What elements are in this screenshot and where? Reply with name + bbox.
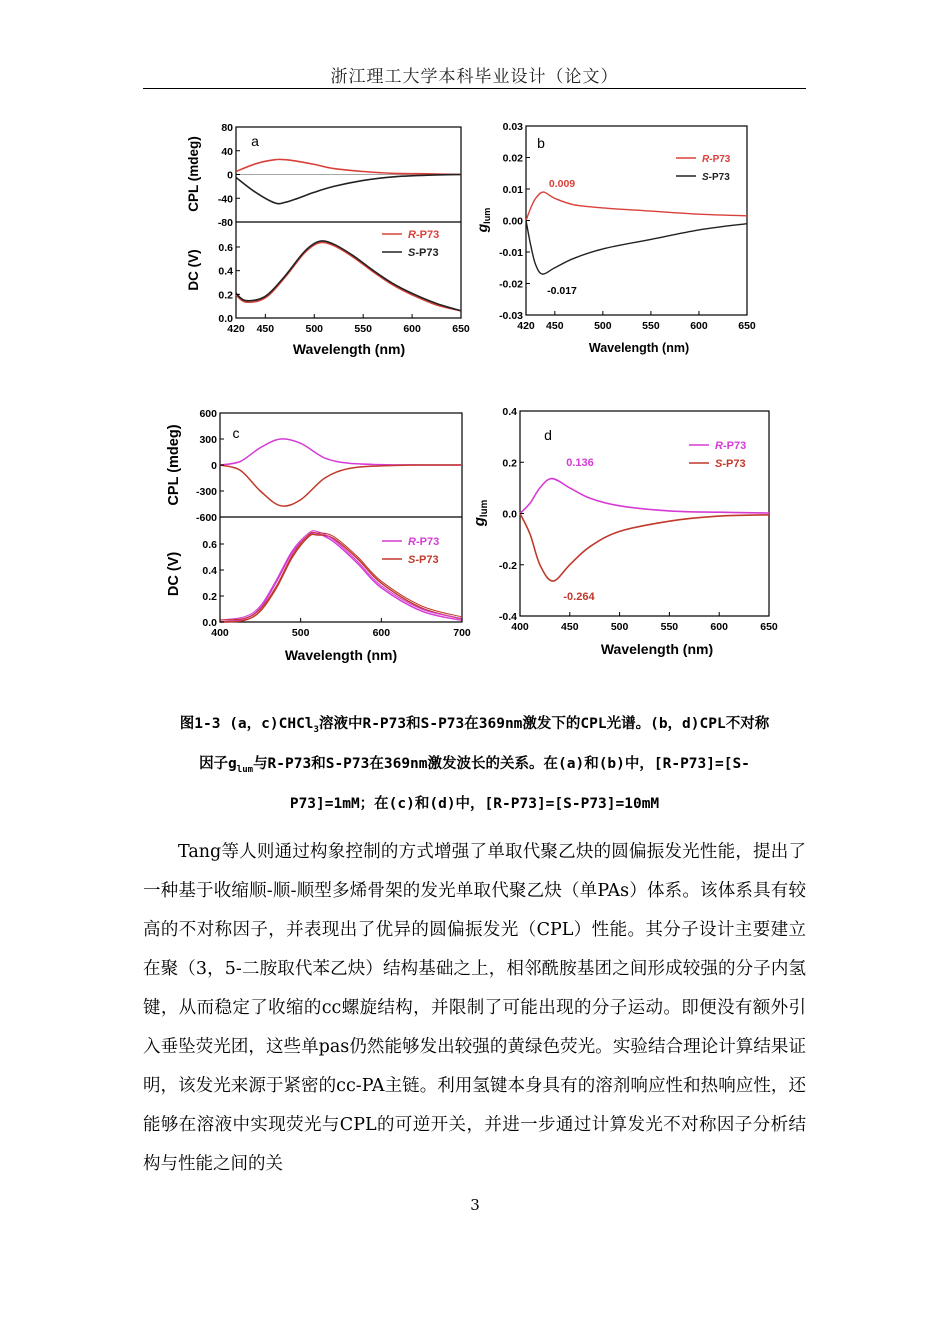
panel-c-x-tick-label: 500: [291, 627, 310, 639]
panel-b-y-tick-label: -0.01: [499, 247, 523, 259]
panel-a-dc-y-tick-label: 0.4: [218, 265, 233, 278]
panel-d-label: d: [544, 427, 552, 443]
panel-a-dc-y-tick-label: 0.6: [218, 242, 233, 254]
panel-a-dc-y-tick-label: 0.2: [218, 289, 233, 302]
panel-a-cpl-y-tick-label: 40: [221, 145, 233, 158]
panel-a-cpl-series-s-line: [236, 175, 461, 204]
panel-c-label: c: [232, 425, 240, 441]
panel-b-y-axis-label: $g_{lum}$: [474, 207, 492, 233]
panel-d-x-axis-label: Wavelength (nm): [600, 641, 714, 657]
panel-d-x-tick-label: 650: [760, 621, 778, 633]
panel-b-x-tick-label: 500: [594, 320, 612, 332]
panel-b-x-tick-label: 600: [690, 320, 708, 332]
panel-d-y-axis-label: $g_{lum}$: [471, 499, 490, 527]
panel-d-y-tick-label: -0.4: [498, 611, 517, 623]
panel-b-y-tick-label: -0.03: [499, 310, 523, 322]
panel-a-x-tick-label: 600: [403, 323, 421, 335]
page-header: 浙江理工大学本科毕业设计（论文）: [330, 67, 619, 87]
panel-a-x-tick-label: 450: [256, 323, 275, 335]
panel-a-cpl-y-tick-label: 0: [227, 169, 233, 182]
panel-a-cpl-y-tick-label: -40: [217, 193, 233, 206]
panel-b-x-tick-label: 650: [738, 320, 756, 332]
panel-c-cpl-y-tick-label: -300: [195, 486, 217, 498]
panel-a-cpl-axis-label: CPL (mdeg): [186, 136, 201, 212]
panel-a-legend-entry: S-P73: [408, 247, 439, 259]
panel-c-cpl-y-tick-label: 600: [199, 408, 217, 420]
panel-d-series-s-line: [520, 514, 769, 582]
panel-b-x-tick-label: 550: [642, 320, 660, 332]
panel-a-dc-axis-label: DC (V): [186, 249, 201, 291]
panel-b-y-tick-label: 0.03: [502, 121, 523, 133]
panel-a-legend-entry: R-P73: [408, 229, 440, 241]
panel-c-legend-entry: R-P73: [408, 536, 440, 548]
panel-c-dc-y-tick-label: 0.6: [202, 539, 217, 551]
panel-d-x-tick-label: 400: [511, 621, 529, 633]
panel-c-x-tick-label: 600: [372, 627, 391, 639]
panel-a-label: a: [251, 133, 259, 149]
panel-c-cpl-y-tick-label: 0: [211, 460, 217, 472]
panel-d-x-tick-label: 450: [561, 621, 579, 633]
panel-d-legend-entry: S-P73: [715, 458, 746, 470]
page-number: 3: [470, 1196, 480, 1214]
panel-d-y-tick-label: 0.0: [502, 508, 517, 521]
panel-d-legend-entry: R-P73: [715, 440, 747, 452]
panel-b-x-axis-label: Wavelength (nm): [588, 341, 690, 355]
figure-caption-line-2: 因子$g_{lum}$与R-P73和S-P73在369nm激发波长的关系。在(a)和(b)中，[R-P73]=[S-: [199, 756, 750, 775]
panel-b-y-tick-label: 0.02: [502, 152, 523, 165]
panel-d-y-tick-label: -0.2: [498, 559, 517, 572]
panel-c-cpl-series-s-line: [220, 465, 462, 506]
panel-b-series-s-line: [526, 221, 747, 275]
panel-a-cpl-y-tick-label: -80: [217, 217, 233, 229]
panel-a-x-tick-label: 420: [227, 323, 245, 335]
panel-a-x-tick-label: 500: [305, 323, 324, 335]
panel-c-cpl-series-r-line: [220, 439, 462, 465]
panel-b-min-annotation: -0.017: [547, 285, 577, 297]
panel-c-cpl-axis-label: CPL (mdeg): [166, 424, 182, 506]
panel-b-x-tick-label: 420: [517, 320, 535, 332]
panel-c-dc-y-tick-label: 0.0: [202, 617, 217, 629]
panel-c-dc-y-tick-label: 0.2: [202, 591, 217, 603]
panel-a-x-tick-label: 550: [354, 323, 372, 335]
panel-c-cpl-y-tick-label: -600: [195, 512, 217, 524]
panel-b-series-r-line: [526, 192, 747, 220]
panel-d-x-tick-label: 550: [660, 621, 679, 633]
panel-b-legend-entry: S-P73: [702, 172, 730, 183]
panel-c-x-tick-label: 700: [453, 627, 471, 639]
panel-a-cpl-y-tick-label: 80: [221, 122, 233, 134]
figure-caption-line-1: 图1-3 (a，c)CHCl$_3$溶液中R-P73和S-P73在369nm激发下的CPL光谱。(b，d)CPL不对称: [179, 716, 770, 735]
panel-b-x-tick-label: 450: [546, 320, 564, 332]
panel-c-cpl-y-tick-label: 300: [199, 434, 217, 446]
panel-b-y-tick-label: 0.00: [502, 215, 523, 228]
panel-a-x-axis-label: Wavelength (nm): [292, 341, 406, 357]
panel-d-y-tick-label: 0.2: [502, 457, 517, 470]
panel-c-dc-y-tick-label: 0.4: [202, 565, 217, 577]
figure-caption-line-3: P73]=1mM；在(c)和(d)中，[R-P73]=[S-P73]=10mM: [289, 796, 660, 812]
panel-b-y-tick-label: 0.01: [502, 184, 523, 196]
panel-c-legend-entry: S-P73: [408, 554, 439, 566]
body-paragraph: Tang等人则通过构象控制的方式增强了单取代聚乙炔的圆偏振发光性能，提出了一种基于收缩顺-顺-顺型多烯骨架的发光单取代聚乙炔（单PAs）体系。该体系具有较高的不对称因子，并表现出了优异的圆偏振发光（CPL）性能。其分子设计主要建立在聚（3，5-二胺取代苯乙炔）结构基础之上，相邻酰胺基团之间形成较强的分子内氢键，从而稳定了收缩的cc螺旋结构，并限制了可能出现的分子运动。即便没有额外引入垂坠荧光团，这些单pas仍然能够发出较强的黄绿色荧光。实验结合理论计算结果证明，该发光来源于紧密的cc-PA主链。利用氢键本身具有的溶剂响应性和热响应性，还能够在溶液中实现荧光与CPL的可逆开关，并进一步通过计算发光不对称因子分析结构与性能之间的关: [143, 842, 806, 1174]
panel-c-dc-axis-label: DC (V): [166, 551, 182, 597]
panel-d-y-tick-label: 0.4: [502, 406, 517, 418]
panel-d-x-tick-label: 500: [610, 621, 629, 633]
panel-d-series-r-line: [520, 479, 769, 514]
panel-a-x-tick-label: 650: [452, 323, 470, 335]
panel-b-label: b: [537, 135, 545, 151]
panel-b-max-annotation: 0.009: [548, 178, 576, 190]
panel-d-max-annotation: 0.136: [566, 457, 594, 469]
panel-a-dc-y-tick-label: 0.0: [218, 313, 233, 325]
panel-c-x-tick-label: 400: [211, 627, 229, 639]
panel-d-min-annotation: -0.264: [563, 591, 595, 603]
panel-d-x-tick-label: 600: [710, 621, 728, 633]
panel-c-x-axis-label: Wavelength (nm): [284, 647, 398, 663]
panel-b-y-tick-label: -0.02: [499, 278, 523, 291]
panel-b-legend-entry: R-P73: [702, 154, 731, 165]
panel-a-cpl-series-r-line: [236, 159, 461, 174]
